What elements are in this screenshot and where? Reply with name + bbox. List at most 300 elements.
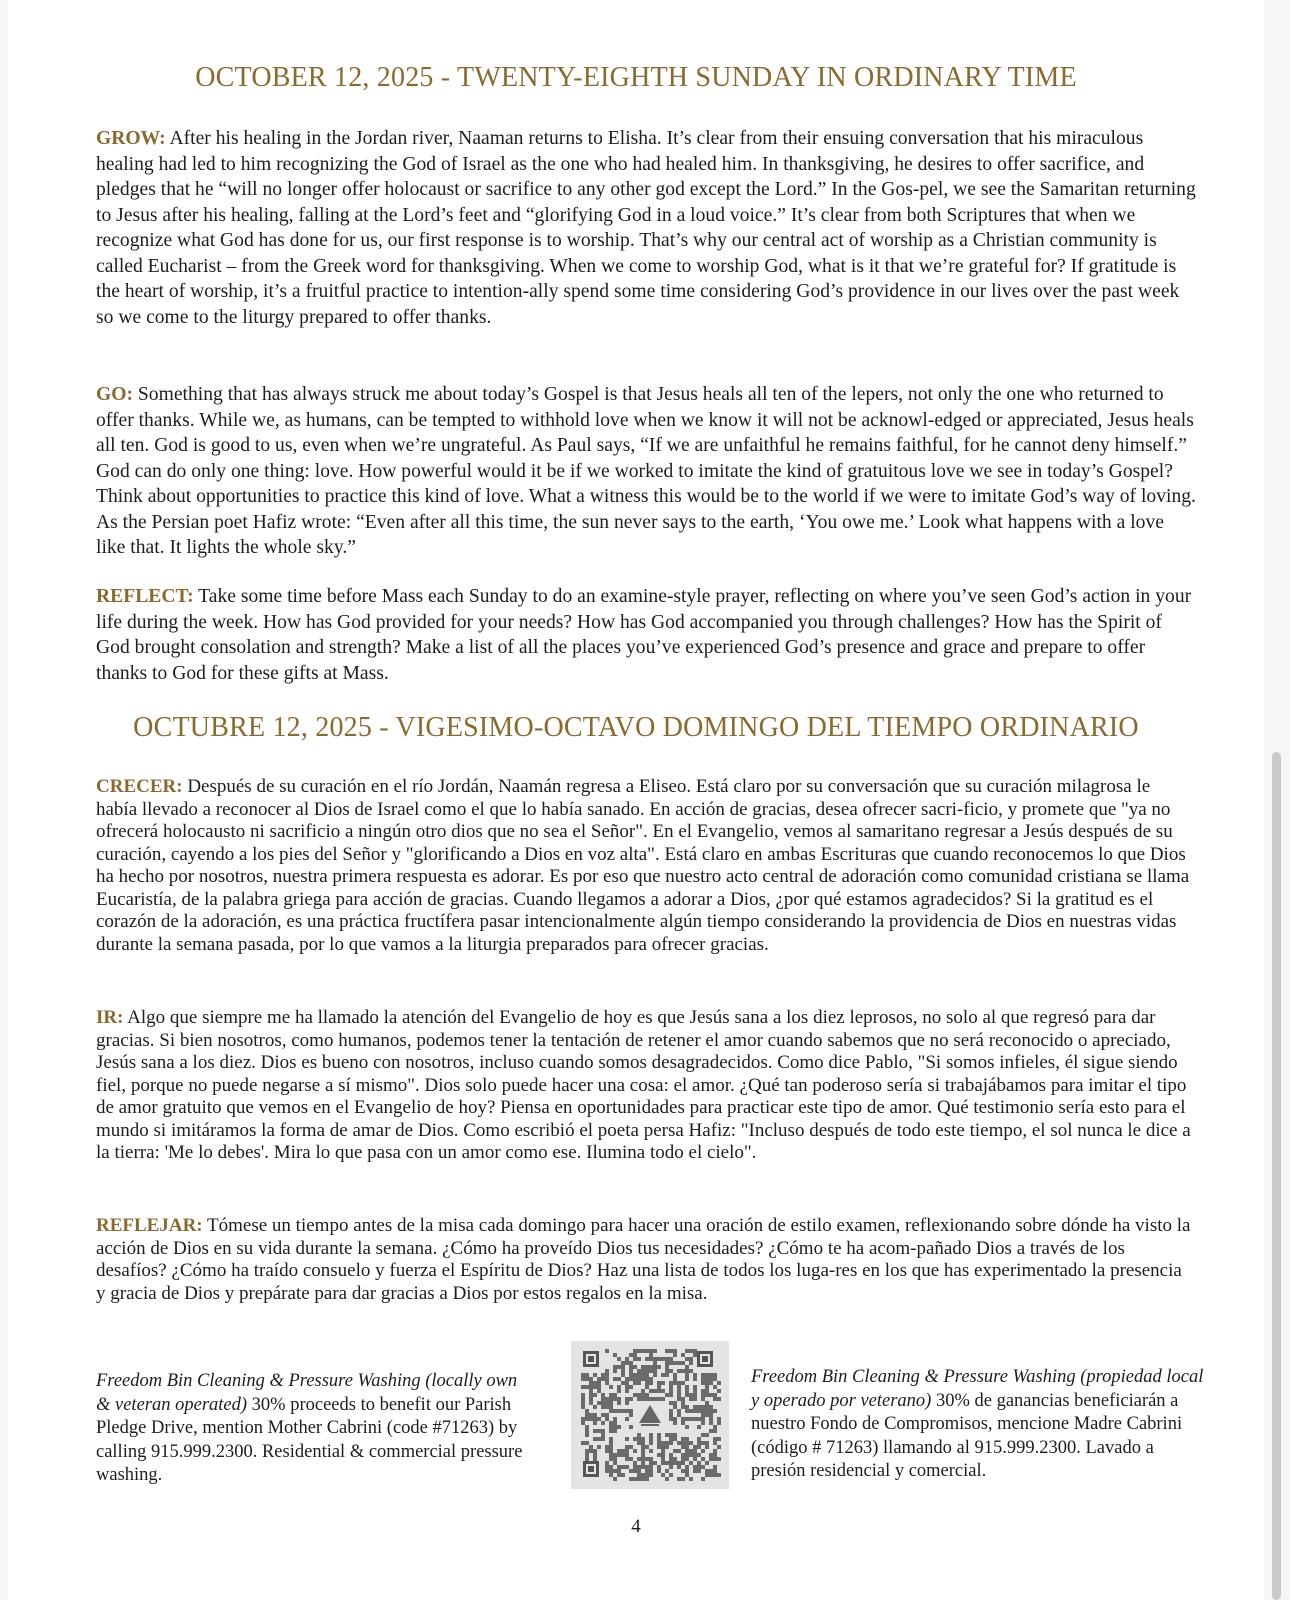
qr-module	[669, 1413, 673, 1417]
qr-module	[669, 1461, 673, 1465]
qr-module	[681, 1441, 685, 1445]
ad-spanish-business: Freedom Bin Cleaning & Pressure Washing (propiedad local y operado por veterano)	[751, 1367, 1204, 1411]
qr-module	[665, 1361, 669, 1365]
qr-module	[581, 1377, 585, 1381]
qr-module	[689, 1409, 693, 1413]
qr-module	[701, 1421, 705, 1425]
qr-module	[653, 1357, 657, 1361]
qr-module	[713, 1449, 717, 1453]
qr-module	[617, 1377, 621, 1381]
qr-module	[669, 1409, 673, 1413]
qr-module	[633, 1477, 637, 1481]
qr-module	[713, 1465, 717, 1469]
qr-module	[701, 1433, 705, 1437]
qr-module	[653, 1361, 657, 1365]
qr-module	[657, 1385, 661, 1389]
qr-module	[613, 1429, 617, 1433]
qr-module	[697, 1461, 701, 1465]
qr-module	[633, 1437, 637, 1441]
qr-module	[601, 1429, 605, 1433]
qr-module	[637, 1473, 641, 1477]
qr-module	[673, 1421, 677, 1425]
qr-module	[585, 1433, 589, 1437]
qr-module	[697, 1417, 701, 1421]
qr-module	[633, 1349, 637, 1353]
qr-module	[633, 1461, 637, 1465]
qr-module	[677, 1477, 681, 1481]
qr-module	[653, 1365, 657, 1369]
go-label: GO:	[96, 384, 134, 405]
qr-module	[625, 1409, 629, 1413]
qr-module	[601, 1377, 605, 1381]
qr-module	[621, 1453, 625, 1457]
qr-module	[649, 1461, 653, 1465]
qr-module	[641, 1457, 645, 1461]
qr-module	[613, 1417, 617, 1421]
qr-module	[673, 1405, 677, 1409]
qr-module	[697, 1441, 701, 1445]
qr-module	[649, 1353, 653, 1357]
qr-module	[657, 1441, 661, 1445]
qr-module	[625, 1377, 629, 1381]
qr-module	[613, 1353, 617, 1357]
qr-module	[593, 1429, 597, 1433]
grow-text: After his healing in the Jordan river, Naaman returns to Elisha. It’s clear from their ensuing conversation that his miraculous healing had led to him recognizing the God of Israel as the one who had healed him. In thanksgiving, he desires to offer sacrifice, and pledges that he “will no longer offer holocaust or sacrifice to any other god except the Lord.” In the Gos-pel, we see the Samaritan returning to Jesus after his healing, falling at the Lord’s feet and “glorifying God in a loud voice.” It’s clear from both Scriptures that when we recognize what God has done for us, our first response is to worship. That’s why our central act of worship as a Christian community is called Eucharist – from the Greek word for thanksgiving. When we come to worship God, what is it that we’re grateful for? If gratitude is the heart of worship, it’s a fruitful practice to intention-ally spend some time considering God’s providence in our lives over the past week so we come to the liturgy prepared to offer thanks.	[96, 128, 1196, 328]
qr-module	[685, 1349, 689, 1353]
qr-module	[585, 1377, 589, 1381]
ad-english-business: Freedom Bin Cleaning & Pressure Washing (locally own & veteran operated)	[96, 1371, 518, 1415]
qr-module	[581, 1397, 585, 1401]
qr-module	[613, 1369, 617, 1373]
qr-module	[669, 1453, 673, 1457]
qr-module	[717, 1397, 721, 1401]
qr-module	[701, 1477, 705, 1481]
qr-module	[593, 1393, 597, 1397]
qr-module	[629, 1457, 633, 1461]
qr-module	[681, 1469, 685, 1473]
qr-module	[605, 1417, 609, 1421]
qr-module	[613, 1365, 617, 1369]
qr-module	[673, 1377, 677, 1381]
qr-module	[717, 1389, 721, 1393]
qr-module	[609, 1421, 613, 1425]
qr-module	[589, 1393, 593, 1397]
grow-label: GROW:	[96, 128, 166, 149]
qr-module	[693, 1417, 697, 1421]
qr-module	[685, 1369, 689, 1373]
qr-module	[705, 1473, 709, 1477]
qr-module	[625, 1445, 629, 1449]
qr-module	[685, 1473, 689, 1477]
qr-module	[641, 1449, 645, 1453]
qr-module	[697, 1453, 701, 1457]
qr-module	[581, 1393, 585, 1397]
qr-module	[581, 1405, 585, 1409]
qr-module	[661, 1441, 665, 1445]
qr-module	[629, 1413, 633, 1417]
qr-module	[645, 1473, 649, 1477]
qr-module	[609, 1397, 613, 1401]
qr-module	[613, 1425, 617, 1429]
qr-module	[601, 1437, 605, 1441]
qr-module	[605, 1349, 609, 1353]
qr-module	[701, 1413, 705, 1417]
qr-module	[581, 1417, 585, 1421]
qr-module	[621, 1365, 625, 1369]
qr-module	[625, 1397, 629, 1401]
qr-module	[589, 1401, 593, 1405]
qr-module	[629, 1373, 633, 1377]
qr-module	[645, 1365, 649, 1369]
qr-module	[649, 1441, 653, 1445]
qr-module	[677, 1461, 681, 1465]
qr-module	[641, 1477, 645, 1481]
qr-module	[685, 1465, 689, 1469]
qr-module	[625, 1453, 629, 1457]
qr-module	[661, 1457, 665, 1461]
qr-module	[637, 1373, 641, 1377]
go-paragraph	[96, 382, 1196, 561]
qr-module	[593, 1373, 597, 1377]
qr-module	[581, 1441, 585, 1445]
qr-module	[653, 1397, 657, 1401]
qr-module	[693, 1453, 697, 1457]
qr-module	[629, 1445, 633, 1449]
qr-module	[633, 1469, 637, 1473]
qr-module	[693, 1397, 697, 1401]
qr-module	[617, 1397, 621, 1401]
qr-module	[669, 1457, 673, 1461]
qr-module	[625, 1417, 629, 1421]
qr-module	[685, 1417, 689, 1421]
qr-module	[645, 1369, 649, 1373]
qr-module	[709, 1457, 713, 1461]
qr-module	[701, 1373, 705, 1377]
qr-module	[649, 1473, 653, 1477]
qr-module	[649, 1465, 653, 1469]
qr-module	[625, 1385, 629, 1389]
qr-module	[661, 1397, 665, 1401]
qr-module	[609, 1437, 613, 1441]
qr-module	[693, 1373, 697, 1377]
qr-module	[585, 1385, 589, 1389]
qr-module	[705, 1445, 709, 1449]
qr-module	[637, 1357, 641, 1361]
qr-module	[713, 1473, 717, 1477]
qr-module	[669, 1349, 673, 1353]
qr-module	[665, 1477, 669, 1481]
qr-module	[637, 1377, 641, 1381]
qr-module	[625, 1437, 629, 1441]
qr-module	[617, 1453, 621, 1457]
qr-module	[673, 1457, 677, 1461]
qr-module	[677, 1397, 681, 1401]
qr-module	[693, 1377, 697, 1381]
qr-module	[693, 1349, 697, 1353]
qr-module	[661, 1373, 665, 1377]
qr-module	[589, 1397, 593, 1401]
qr-module	[685, 1437, 689, 1441]
qr-module	[713, 1377, 717, 1381]
qr-module	[665, 1469, 669, 1473]
qr-module	[665, 1369, 669, 1373]
qr-module	[585, 1417, 589, 1421]
qr-module	[641, 1441, 645, 1445]
qr-module	[609, 1441, 613, 1445]
qr-module	[669, 1369, 673, 1373]
qr-module	[633, 1465, 637, 1469]
qr-module	[597, 1381, 601, 1385]
qr-module	[581, 1401, 585, 1405]
qr-module	[649, 1437, 653, 1441]
qr-finder-bottom-left	[583, 1461, 599, 1477]
qr-module	[673, 1433, 677, 1437]
qr-module	[661, 1445, 665, 1449]
qr-module	[589, 1385, 593, 1389]
scrollbar-thumb[interactable]	[1272, 752, 1281, 1600]
grow-paragraph	[96, 126, 1196, 330]
qr-module	[649, 1389, 653, 1393]
reflejar-text: Tómese un tiempo antes de la misa cada domingo para hacer una oración de estilo examen, reflexionando sobre dónde ha visto la acción de Dios en su vida durante la semana. ¿Cómo ha proveído Dios tus necesidades? ¿Cómo te ha acom-pañado Dios a través de los desafíos? ¿Cómo ha traído consuelo y fuerza el Espíritu de Dios? Haz una lista de todos los luga-res en los que has experimentado la presencia y gracia de Dios y prepárate para dar gracias a Dios por estos regalos en la misa.	[96, 1215, 1191, 1304]
qr-module	[641, 1397, 645, 1401]
qr-module	[617, 1465, 621, 1469]
qr-module	[677, 1413, 681, 1417]
qr-module	[709, 1405, 713, 1409]
qr-module	[613, 1453, 617, 1457]
crecer-text: Después de su curación en el río Jordán, Naamán regresa a Eliseo. Está claro por su conversación que su curación milagrosa le había llevado a reconocer al Dios de Israel como el que lo había sanado. En acción de gracias, desea ofrecer sacri-ficio, y promete que "ya no ofrecerá holocausto ni sacrificio a ningún otro dios que no sea el Señor". En el Evangelio, vemos al samaritano regresar a Jesús después de su curación, cayendo a los pies del Señor y "glorificando a Dios en voz alta". Está claro en ambas Escrituras que cuando reconocemos lo que Dios ha hecho por nosotros, nuestra primera respuesta es adorar. Es por eso que nuestro acto central de adoración como comunidad cristiana se llama Eucaristía, de la palabra griega para acción de gracias. Cuando llegamos a adorar a Dios, ¿por qué estamos agradecidos? Si la gratitud es el corazón de la adoración, es una práctica fructífera pasar intencionalmente algún tiempo considerando la providencia de Dios en nuestras vidas durante la semana pasada, por lo que vamos a la liturgia preparados para ofrecer gracias.	[96, 776, 1190, 955]
qr-module	[701, 1449, 705, 1453]
qr-module	[677, 1393, 681, 1397]
qr-module	[685, 1393, 689, 1397]
qr-module	[665, 1445, 669, 1449]
qr-module	[597, 1445, 601, 1449]
qr-module	[709, 1469, 713, 1473]
go-text: Something that has always struck me about today’s Gospel is that Jesus heals all ten of the lepers, not only the one who returned to offer thanks. While we, as humans, can be tempted to withhold love when we know it will not be acknowl-edged or appreciated, Jesus heals all ten. God is good to us, even when we’re ungrateful. As Paul says, “If we are unfaithful he remains faithful, for he cannot deny himself.” God can do only one thing: love. How powerful would it be if we worked to imitate the kind of gratuitous love we see in today’s Gospel? Think about opportunities to practice this kind of love. What a witness this would be to the world if we were to imitate God’s way of loving. As the Persian poet Hafiz wrote: “Even after all this time, the sun never says to the earth, ‘You owe me.’ Look what happens with a love like that. It lights the whole sky.”	[96, 384, 1196, 558]
qr-module	[621, 1373, 625, 1377]
qr-module	[677, 1385, 681, 1389]
qr-module	[637, 1397, 641, 1401]
qr-module	[637, 1457, 641, 1461]
qr-module	[585, 1449, 589, 1453]
qr-module	[613, 1397, 617, 1401]
qr-module	[693, 1445, 697, 1449]
qr-module	[597, 1377, 601, 1381]
qr-module	[597, 1385, 601, 1389]
qr-module	[677, 1369, 681, 1373]
qr-module	[709, 1421, 713, 1425]
qr-module	[681, 1401, 685, 1405]
qr-module	[629, 1477, 633, 1481]
qr-module	[717, 1473, 721, 1477]
qr-module	[597, 1401, 601, 1405]
english-heading: OCTOBER 12, 2025 - TWENTY-EIGHTH SUNDAY IN ORDINARY TIME	[195, 62, 1077, 93]
qr-module	[689, 1369, 693, 1373]
qr-module	[701, 1417, 705, 1421]
qr-module	[621, 1361, 625, 1365]
qr-module	[625, 1465, 629, 1469]
qr-module	[641, 1377, 645, 1381]
qr-module	[669, 1361, 673, 1365]
qr-module	[681, 1369, 685, 1373]
qr-module	[641, 1445, 645, 1449]
qr-module	[633, 1381, 637, 1385]
qr-module	[645, 1357, 649, 1361]
qr-module	[641, 1349, 645, 1353]
qr-module	[685, 1457, 689, 1461]
qr-module	[649, 1377, 653, 1381]
qr-module	[669, 1433, 673, 1437]
qr-module	[673, 1381, 677, 1385]
qr-module	[665, 1349, 669, 1353]
qr-module	[589, 1449, 593, 1453]
qr-module	[633, 1357, 637, 1361]
qr-module	[613, 1461, 617, 1465]
qr-module	[625, 1449, 629, 1453]
qr-module	[681, 1453, 685, 1457]
qr-module	[589, 1389, 593, 1393]
qr-module	[681, 1361, 685, 1365]
qr-module	[617, 1365, 621, 1369]
qr-module	[669, 1465, 673, 1469]
qr-module	[669, 1417, 673, 1421]
qr-module	[645, 1477, 649, 1481]
qr-module	[677, 1449, 681, 1453]
qr-module	[713, 1373, 717, 1377]
qr-module	[669, 1473, 673, 1477]
qr-module	[693, 1405, 697, 1409]
qr-module	[649, 1397, 653, 1401]
qr-module	[649, 1469, 653, 1473]
crecer-paragraph	[96, 776, 1196, 956]
qr-module	[605, 1373, 609, 1377]
qr-module	[605, 1413, 609, 1417]
qr-module	[649, 1457, 653, 1461]
qr-module	[613, 1469, 617, 1473]
qr-module	[645, 1465, 649, 1469]
qr-module	[713, 1385, 717, 1389]
qr-module	[669, 1393, 673, 1397]
qr-module	[713, 1437, 717, 1441]
qr-module	[677, 1361, 681, 1365]
qr-module	[629, 1369, 633, 1373]
qr-module	[657, 1365, 661, 1369]
qr-module	[637, 1381, 641, 1385]
qr-module	[581, 1421, 585, 1425]
qr-module	[609, 1469, 613, 1473]
qr-module	[609, 1429, 613, 1433]
qr-module	[701, 1441, 705, 1445]
qr-module	[709, 1413, 713, 1417]
qr-module	[717, 1457, 721, 1461]
qr-module	[681, 1417, 685, 1421]
qr-module	[605, 1377, 609, 1381]
qr-module	[665, 1461, 669, 1465]
qr-module	[613, 1377, 617, 1381]
qr-module	[673, 1437, 677, 1441]
qr-module	[609, 1449, 613, 1453]
qr-module	[621, 1473, 625, 1477]
reflect-label: REFLECT:	[96, 586, 194, 607]
qr-module	[589, 1445, 593, 1449]
qr-module	[681, 1437, 685, 1441]
qr-module	[705, 1433, 709, 1437]
qr-module	[653, 1349, 657, 1353]
qr-module	[713, 1469, 717, 1473]
qr-module	[713, 1441, 717, 1445]
qr-module	[645, 1469, 649, 1473]
qr-module	[689, 1477, 693, 1481]
qr-module	[701, 1397, 705, 1401]
qr-module	[685, 1389, 689, 1393]
reflejar-label: REFLEJAR:	[96, 1215, 203, 1236]
qr-module	[633, 1365, 637, 1369]
qr-module	[585, 1409, 589, 1413]
qr-module	[713, 1457, 717, 1461]
qr-module	[593, 1449, 597, 1453]
qr-module	[585, 1457, 589, 1461]
qr-module	[613, 1477, 617, 1481]
qr-module	[681, 1405, 685, 1409]
qr-module	[641, 1453, 645, 1457]
qr-module	[701, 1409, 705, 1413]
qr-module	[661, 1461, 665, 1465]
qr-module	[597, 1417, 601, 1421]
qr-module	[709, 1393, 713, 1397]
qr-module	[637, 1433, 641, 1437]
qr-module	[621, 1409, 625, 1413]
qr-module	[657, 1433, 661, 1437]
qr-module	[649, 1381, 653, 1385]
qr-module	[693, 1449, 697, 1453]
qr-module	[673, 1353, 677, 1357]
qr-module	[709, 1453, 713, 1457]
qr-module	[705, 1441, 709, 1445]
qr-module	[609, 1453, 613, 1457]
qr-module	[705, 1409, 709, 1413]
qr-module	[601, 1397, 605, 1401]
qr-module	[673, 1449, 677, 1453]
qr-module	[641, 1365, 645, 1369]
qr-module	[649, 1433, 653, 1437]
ad-english	[96, 1370, 536, 1488]
qr-module	[625, 1361, 629, 1365]
qr-code-icon	[571, 1341, 729, 1489]
qr-module	[621, 1369, 625, 1373]
qr-module	[697, 1425, 701, 1429]
qr-module	[617, 1409, 621, 1413]
qr-module	[701, 1465, 705, 1469]
qr-module	[621, 1381, 625, 1385]
qr-module	[657, 1437, 661, 1441]
qr-module	[701, 1381, 705, 1385]
qr-module	[685, 1373, 689, 1377]
ir-paragraph	[96, 1007, 1196, 1165]
qr-module	[645, 1397, 649, 1401]
qr-module	[657, 1465, 661, 1469]
qr-module	[705, 1405, 709, 1409]
qr-module	[645, 1457, 649, 1461]
qr-module	[585, 1373, 589, 1377]
qr-module	[649, 1357, 653, 1361]
qr-module	[613, 1457, 617, 1461]
qr-module	[657, 1357, 661, 1361]
qr-module	[657, 1381, 661, 1385]
qr-module	[605, 1381, 609, 1385]
reflect-paragraph	[96, 584, 1196, 686]
qr-module	[629, 1409, 633, 1413]
qr-module	[629, 1385, 633, 1389]
qr-module	[605, 1469, 609, 1473]
